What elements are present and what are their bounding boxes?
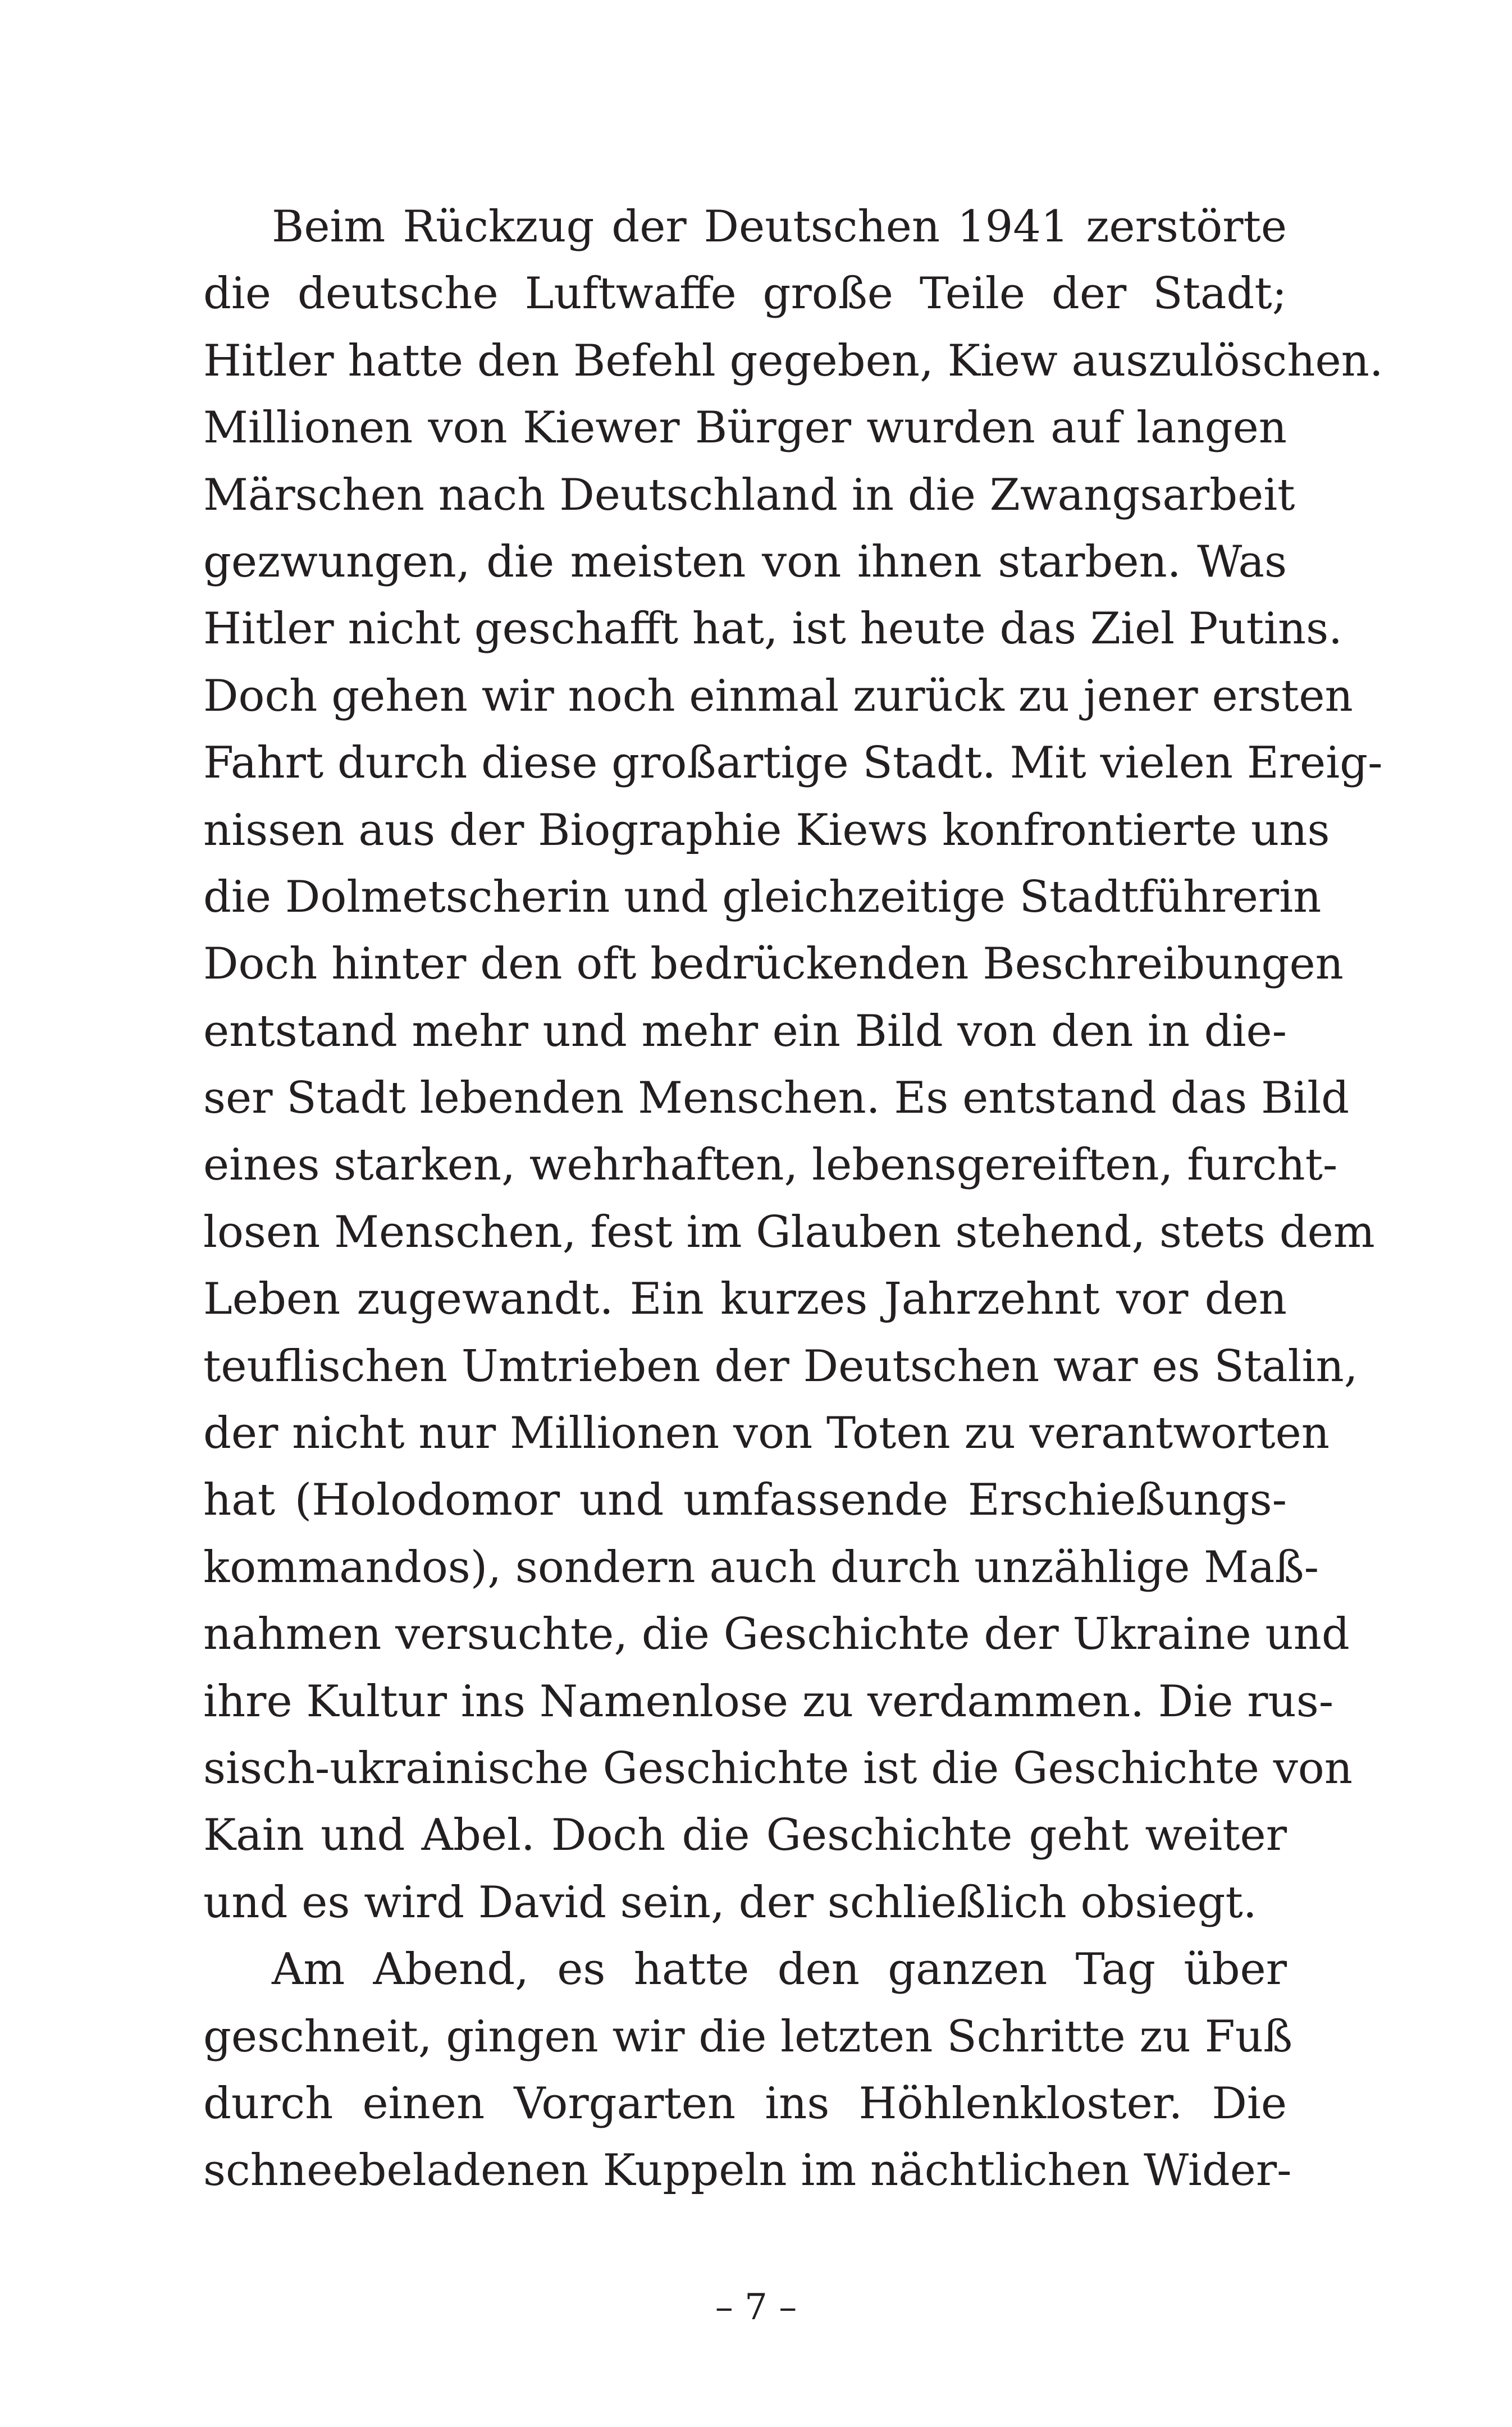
paragraph-1-line-3: Hitler hatte den Befehl gegeben, Kiew auszulöschen. [203,335,1383,386]
paragraph-1-line-12: Doch hinter den oft bedrückenden Beschreibungen [203,939,1344,990]
paragraph-1-line-4: Millionen von Kiewer Bürger wurden auf langen [203,403,1287,454]
paragraph-1-line-16: losen Menschen, fest im Glauben stehend, stets dem [203,1206,1375,1258]
paragraph-1-line-17: Leben zugewandt. Ein kurzes Jahrzehnt vor den [203,1274,1287,1325]
paragraph-2-line-1: Am Abend, es hatte den ganzen Tag über [272,1944,1287,1995]
paragraph-2-line-4: schneebeladenen Kuppeln im nächtlichen Wider- [203,2145,1292,2196]
paragraph-1-line-8: Doch gehen wir noch einmal zurück zu jener ersten [203,670,1353,721]
paragraph-1-line-10: nissen aus der Biographie Kiews konfrontierte uns [203,805,1330,856]
paragraph-1-line-21: kommandos), sondern auch durch unzählige Maß- [203,1542,1319,1593]
paragraph-1-line-20: hat (Holodomor und umfassende Erschießungs- [203,1475,1287,1526]
paragraph-1-line-5: Märschen nach Deutschland in die Zwangsarbeit [203,469,1295,520]
paragraph-1-line-19: der nicht nur Millionen von Toten zu verantworten [203,1408,1330,1459]
paragraph-1-line-2: die deutsche Luftwaffe große Teile der Stadt; [203,268,1287,319]
paragraph-1-line-9: Fahrt durch diese großartige Stadt. Mit vielen Ereig- [203,738,1383,789]
paragraph-1-line-18: teuflischen Umtrieben der Deutschen war es Stalin, [203,1341,1358,1392]
page-number: – 7 – [715,2287,797,2328]
paragraph-1-line-22: nahmen versuchte, die Geschichte der Ukraine und [203,1609,1350,1660]
paragraph-1-line-6: gezwungen, die meisten von ihnen starben. Was [203,536,1287,587]
paragraph-1-line-1: Beim Rückzug der Deutschen 1941 zerstörte [272,202,1287,252]
paragraph-1-line-26: und es wird David sein, der schließlich obsiegt. [203,1877,1257,1928]
paragraph-2-line-3: durch einen Vorgarten ins Höhlenkloster. Die [203,2078,1287,2129]
paragraph-2-line-2: geschneit, gingen wir die letzten Schritte zu Fuß [203,2011,1293,2062]
paragraph-1-line-24: sisch-ukrainische Geschichte ist die Geschichte von [203,1743,1353,1794]
paragraph-1-line-13: entstand mehr und mehr ein Bild von den in die- [203,1005,1287,1057]
paragraph-1-line-15: eines starken, wehrhaften, lebensgereiften, furcht- [203,1140,1338,1191]
paragraph-1-line-7: Hitler nicht geschafft hat, ist heute das Ziel Putins. [203,604,1342,655]
paragraph-1-line-25: Kain und Abel. Doch die Geschichte geht weiter [203,1810,1287,1861]
paragraph-1-line-23: ihre Kultur ins Namenlose zu verdammen. Die rus- [203,1676,1334,1727]
paragraph-1-line-11: die Dolmetscherin und gleichzeitige Stadtführerin [203,871,1322,922]
paragraph-1-line-14: ser Stadt lebenden Menschen. Es entstand das Bild [203,1073,1350,1124]
body-text [203,194,1383,2205]
